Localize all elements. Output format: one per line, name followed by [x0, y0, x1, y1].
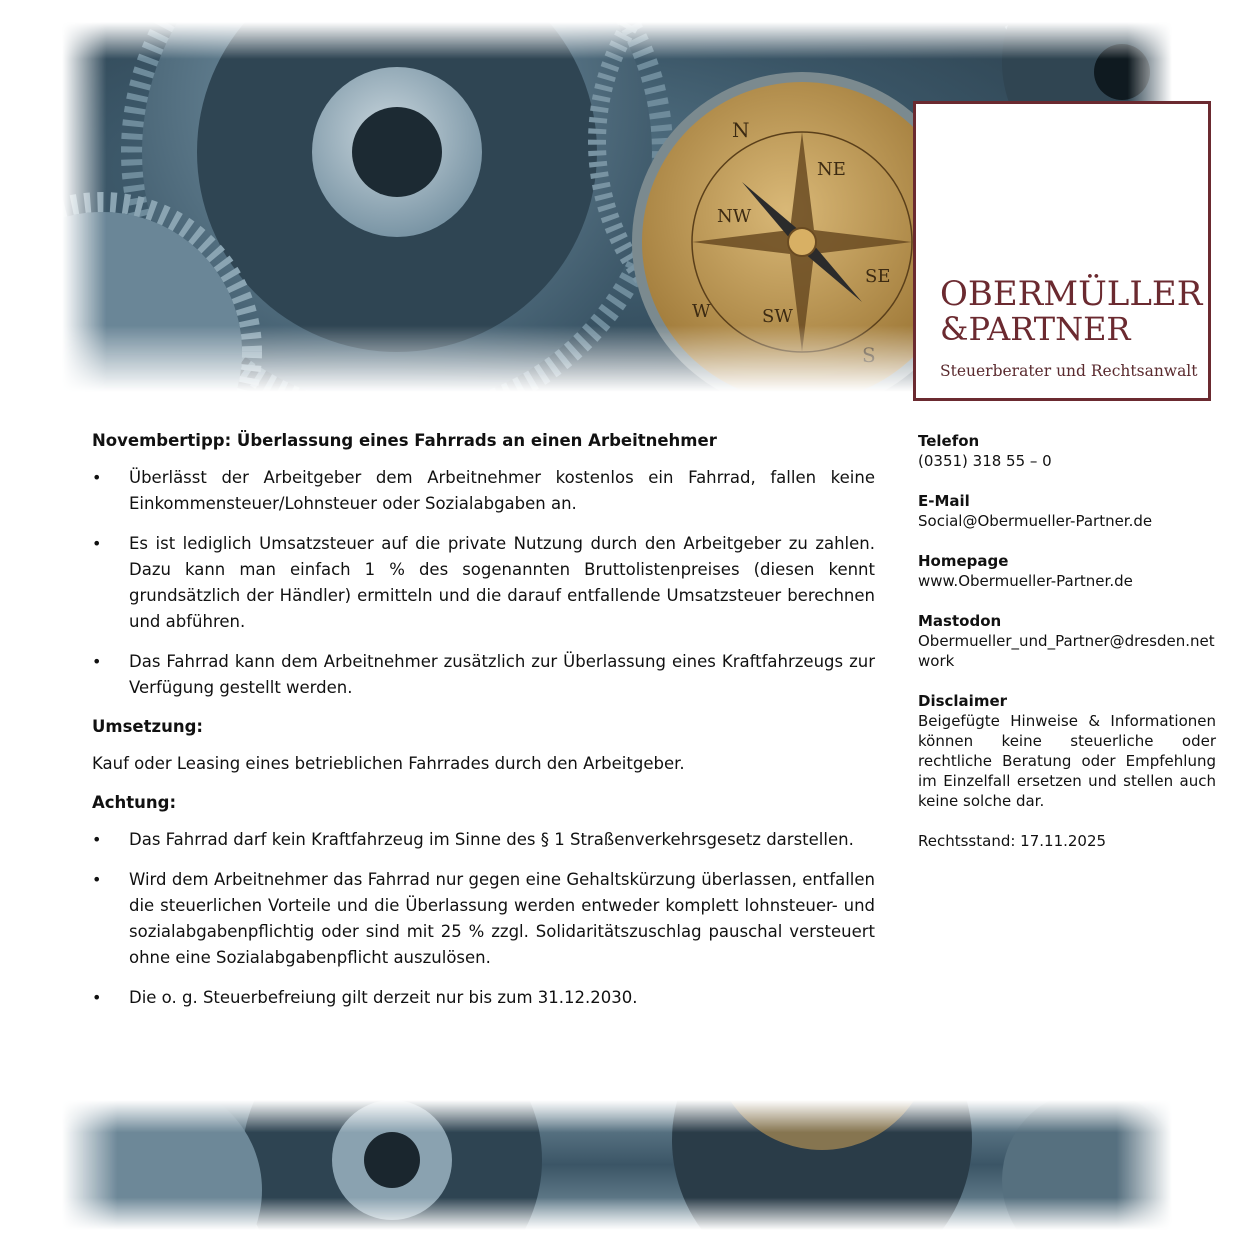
compass-label-sw: SW [762, 306, 793, 327]
mastodon-label: Mastodon [918, 612, 1002, 630]
telefon-value[interactable]: (0351) 318 55 – 0 [918, 452, 1052, 470]
main-content [92, 429, 875, 1025]
list-item: • Überlässt der Arbeitgeber dem Arbeitnehmer kostenlos ein Fahrrad, fallen keine Einkommensteuer/Lohnsteuer oder Sozialabgaben an. [92, 465, 875, 517]
bullet-icon: • [92, 534, 102, 553]
disclaimer-text: Beigefügte Hinweise & Informationen können keine steuerliche oder rechtliche Beratung oder Empfehlung im Einzelfall ersetzen und stellen auch keine solche dar. [918, 712, 1216, 810]
logo-subtitle: Steuerberater und Rechtsanwalt [940, 362, 1198, 380]
benefits-list [92, 465, 875, 701]
list-item: • Wird dem Arbeitnehmer das Fahrrad nur gegen eine Gehaltskürzung überlassen, entfallen die steuerlichen Vorteile und die Überlassung werden entweder komplett lohnsteuer- und sozialabgabenpflichtig oder sind mit 25 % zzgl. Solidaritätszuschlag pauschal versteuert ohne eine Sozialabgabenpflicht auszulösen. [92, 867, 875, 971]
homepage-link[interactable]: www.Obermueller-Partner.de [918, 572, 1133, 590]
umsetzung-text: Kauf oder Leasing eines betrieblichen Fahrrades durch den Arbeitgeber. [92, 754, 685, 773]
contact-sidebar [918, 431, 1216, 851]
disclaimer-block [918, 691, 1216, 811]
logo-partner: &PARTNER [940, 310, 1131, 348]
bullet-icon: • [92, 468, 102, 487]
list-item: • Das Fahrrad kann dem Arbeitnehmer zusätzlich zur Überlassung eines Kraftfahrzeugs zur Verfügung gestellt werden. [92, 649, 875, 701]
list-item: • Es ist lediglich Umsatzsteuer auf die private Nutzung durch den Arbeitgeber zu zahlen. Dazu kann man einfach 1 % des sogenannten Bruttolistenpreises (diesen kennt grundsätzlich der Händler) ermitteln und die darauf entfallende Umsatzsteuer berechnen und abführen. [92, 531, 875, 635]
umsetzung-heading: Umsetzung: [92, 717, 203, 736]
company-logo [913, 101, 1211, 401]
list-item: • Die o. g. Steuerbefreiung gilt derzeit nur bis zum 31.12.2030. [92, 985, 875, 1011]
list-item: • Das Fahrrad darf kein Kraftfahrzeug im Sinne des § 1 Straßenverkehrsgesetz darstellen. [92, 827, 875, 853]
compass-label-s: S [862, 343, 876, 367]
telefon-label: Telefon [918, 432, 980, 450]
rechtsstand-text: Rechtsstand: 17.11.2025 [918, 832, 1107, 850]
email-label: E-Mail [918, 492, 970, 510]
footer-banner-image [62, 1100, 1172, 1230]
compass-label-w: W [692, 301, 711, 322]
warnings-list [92, 827, 875, 1011]
disclaimer-label: Disclaimer [918, 692, 1008, 710]
compass-label-se: SE [865, 266, 891, 287]
compass-label-ne: NE [817, 159, 846, 180]
email-block [918, 491, 1216, 531]
compass-label-n: N [732, 118, 750, 142]
gears-footer-illustration [62, 1100, 1172, 1230]
bullet-icon: • [92, 830, 102, 849]
logo-name: OBERMÜLLER [940, 274, 1203, 314]
article-title: Novembertipp: Überlassung eines Fahrrads an einen Arbeitnehmer [92, 431, 717, 450]
compass-label-nw: NW [717, 206, 752, 227]
mastodon-link[interactable]: Obermueller_und_Partner@dresden.network [918, 632, 1215, 670]
homepage-label: Homepage [918, 552, 1009, 570]
bullet-icon: • [92, 652, 102, 671]
bullet-icon: • [92, 988, 102, 1007]
homepage-block [918, 551, 1216, 591]
mastodon-block [918, 611, 1216, 671]
email-link[interactable]: Social@Obermueller-Partner.de [918, 512, 1153, 530]
achtung-heading: Achtung: [92, 793, 177, 812]
telefon-block [918, 431, 1216, 471]
bullet-icon: • [92, 870, 102, 889]
